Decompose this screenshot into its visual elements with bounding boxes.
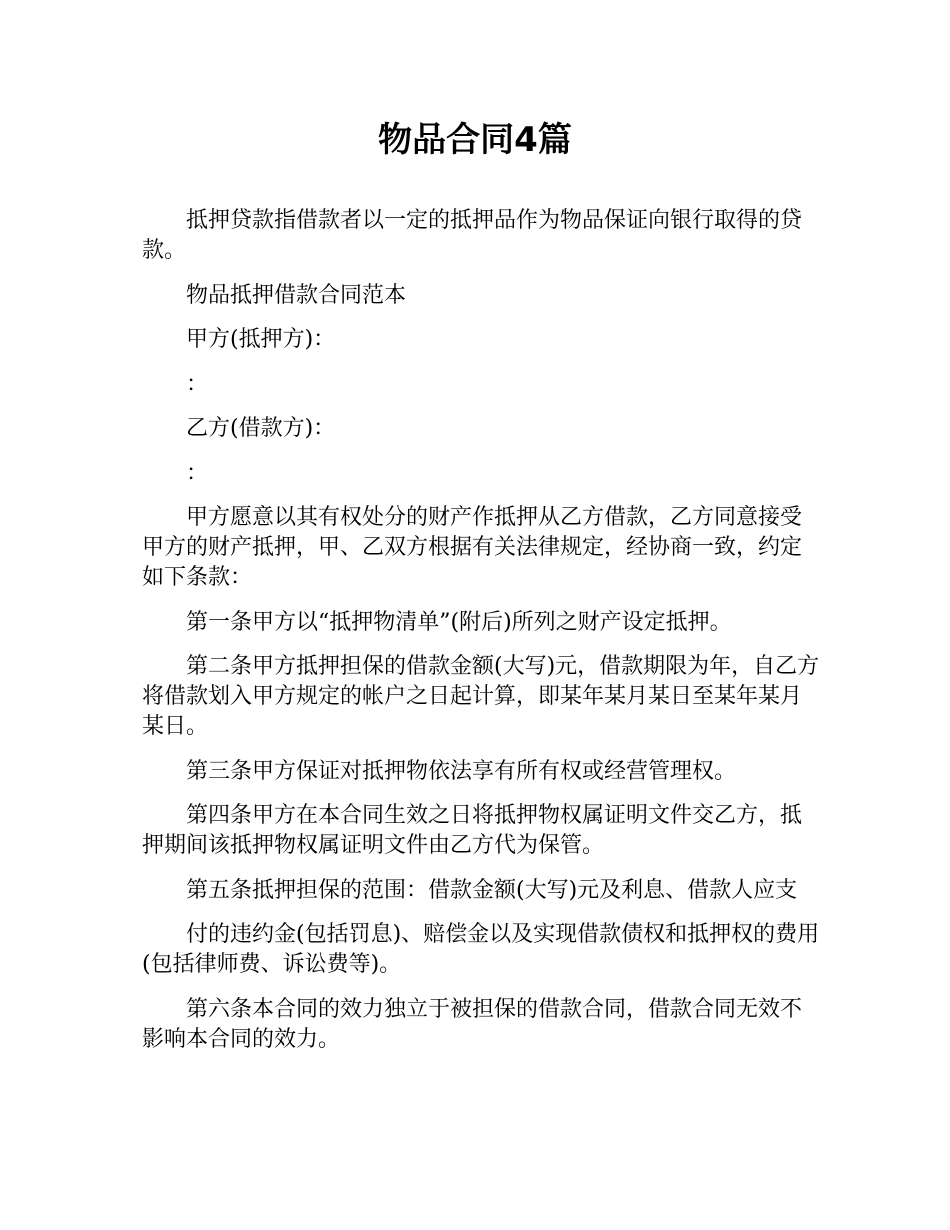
clause-2: 第二条甲方抵押担保的借款金额(大写)元，借款期限为年，自乙方将借款划入甲方规定的帐户之日起计算，即某年某月某日至某年某月某日。	[142, 654, 820, 739]
contract-subtitle: 物品抵押借款合同范本	[186, 282, 407, 308]
clause-5: 第五条抵押担保的范围：借款金额(大写)元及利息、借款人应支	[186, 877, 798, 903]
intro-paragraph: 抵押贷款指借款者以一定的抵押品作为物品保证向银行取得的贷款。	[142, 208, 803, 263]
clause-3: 第三条甲方保证对抵押物依法享有所有权或经营管理权。	[186, 758, 737, 784]
party-b-detail: ：	[186, 460, 209, 486]
clause-4: 第四条甲方在本合同生效之日将抵押物权属证明文件交乙方，抵押期间该抵押物权属证明文件由乙方代为保管。	[142, 803, 803, 858]
document-body	[142, 206, 822, 1069]
clause-5-continued: 付的违约金(包括罚息)、赔偿金以及实现借款债权和抵押权的费用(包括律师费、诉讼费等)。	[142, 922, 820, 977]
party-a-detail: ：	[186, 371, 209, 397]
clause-6: 第六条本合同的效力独立于被担保的借款合同，借款合同无效不影响本合同的效力。	[142, 996, 803, 1052]
document-title: 物品合同4篇	[378, 120, 572, 160]
party-a-line: 甲方(抵押方)：	[186, 327, 336, 352]
clause-1: 第一条甲方以“抵押物清单”(附后)所列之财产设定抵押。	[186, 609, 732, 635]
preamble-paragraph: 甲方愿意以其有权处分的财产作抵押从乙方借款，乙方同意接受甲方的财产抵押，甲、乙双方根据有关法律规定，经协商一致，约定如下条款：	[142, 505, 803, 590]
party-b-line: 乙方(借款方)：	[186, 416, 336, 441]
